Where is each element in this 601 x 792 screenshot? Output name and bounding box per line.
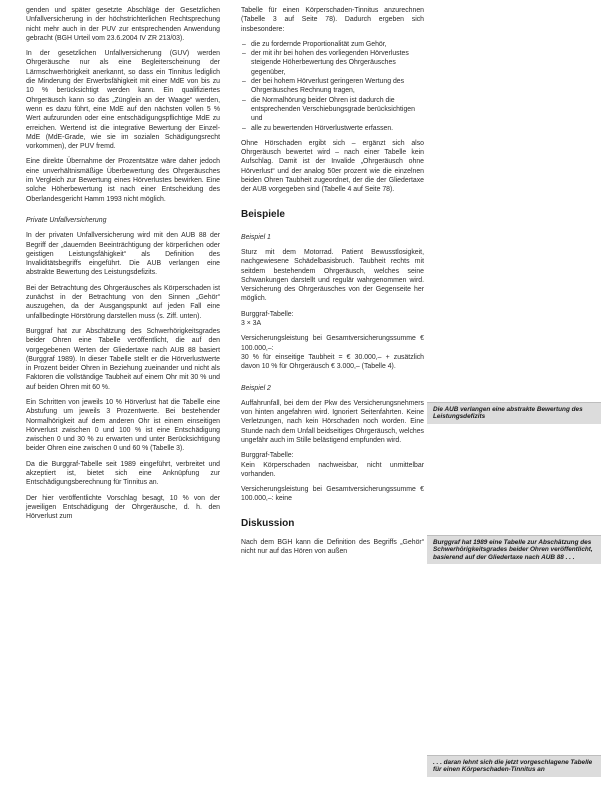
list-item: – die zu fordernde Proportionalität zum Gehör, bbox=[251, 40, 424, 49]
paragraph: In der gesetzlichen Unfallversicherung (GUV) werden Ohrgeräusche nur als eine Begleiterscheinung der Lärmschwerhörigkeit anerkannt, so dass ein Tinnitus lediglich die Minderung der Erwerbsfähigkeit mit einer MdE von bis zu 10 % berücksichtigt werden kann. Ein qualifiziertes Ohrgeräusch kann so das „Zünglein an der Waage“ werden, wenn es dazu führt, eine MdE auf den nächsten vollen 5 % Wert aufzurunden oder eine entschädigungspflichtige MdE zu erreichen. Wertend ist die integrative Bewertung der Einzel-MdE (MdE-Grade, wie sie im sozialen Schädigungsrecht vorkommen), der PUV fremd. bbox=[26, 50, 220, 151]
paragraph: Auffahrunfall, bei dem der Pkw des Versicherungsnehmers von hinten angefahren wird. Ignoriert Seitenfahrten. Keine Verletzungen, nach kein Hörschaden noch worden. Eine Stunde nach dem Unfall beidseitiges Ohrgeräusch, welches ungefähr auch im Stille belästigend empfunden wird. bbox=[241, 399, 424, 444]
list-item: – alle zu bewertenden Hörverlustwerte erfassen. bbox=[251, 124, 424, 133]
paragraph: Tabelle für einen Körperschaden-Tinnitus anzurechnen (Tabelle 3 auf Seite 78). Dadurch ergeben sich insbesondere: bbox=[241, 7, 424, 33]
example-1-label: Beispiel 1 bbox=[241, 233, 271, 241]
paragraph: Eine direkte Übernahme der Prozentsätze wäre daher jedoch eine unverhältnismäßige Überbewertung des Ohrgeräusches im Vergleich zur Bewertung eines Hörverlustes bewirken. Eine solche Höherbewertung ist nach einer Entscheidung des Oberlandesgericht Hamm 1993 nicht möglich. bbox=[26, 158, 220, 203]
example-2-label: Beispiel 2 bbox=[241, 384, 271, 392]
paragraph: Burggraf hat zur Abschätzung des Schwerhörigkeitsgrades beider Ohren eine Tabelle veröffentlicht, die auf den vorgegebenen Werten der Gliedertaxe nach AUB 88 basiert (Burggraf 1989). In dieser Tabelle stellt er die Hörverlustwerte in Prozent beider Ohren in Beziehung zueinander und nicht als Faktoren die vollständige Taubheit auf einem Ohr mit 30 % und auf beiden Ohren mit 60 %. bbox=[26, 327, 220, 391]
paragraph: Ohne Hörschaden ergibt sich – ergänzt sich also Ohrgeräusch bewertet wird – nach einer Tabelle kein Aufschlag. Damit ist der Invalide „Ohrgeräusch ohne Hörverlust“ und der analog 50er prozent wie die einzelnen beiden Ohren Taubheit zugeordnet, der die der Gliedertaxe der AUB vorgegeben sind (Tabelle 4 auf Seite 78). bbox=[241, 139, 424, 194]
section-heading-discussion: Diskussion bbox=[241, 517, 295, 529]
paragraph: Sturz mit dem Motorrad. Patient Bewusstlosigkeit, nachgewiesene Schädelbasisbruch. Taubheit rechts mit seitdem bestehendem Ohrgeräusch, welches seine Schwankungen darstellt und regulär wahrgenommen wird. Versicherung des Ohrgeräusches von der Gegenseite her möglich. bbox=[241, 248, 424, 303]
margin-note: Burggraf hat 1989 eine Tabelle zur Abschätzung des Schwerhörigkeitsgrades beider Ohren veröffentlicht, basierend auf der Gliedertaxe nach AUB 88 . . . bbox=[427, 535, 601, 564]
paragraph: 30 % für einseitige Taubheit = € 30.000,– + zusätzlich davon 10 % für Ohrgeräusch € 3.000,– (Tabelle 4). bbox=[241, 353, 424, 371]
paragraph: Versicherungsleistung bei Gesamtversicherungssumme € 100.000,–: bbox=[241, 335, 424, 352]
margin-note: . . . daran lehnt sich die jetzt vorgeschlagene Tabelle für einen Körperschaden-Tinnitus an bbox=[427, 755, 601, 777]
paragraph: Bei der Betrachtung des Ohrgeräusches als Körperschaden ist zunächst in der Betrachtung von den Sinnen „Gehör“ auszugehen, da der Ausgangspunkt auf jeden Fall eine unfallbedingte Hörstörung darstellen muss (s. Ziff. unten). bbox=[26, 284, 220, 320]
section-heading-examples: Beispiele bbox=[241, 208, 285, 220]
list-item: – der mit ihr bei hohen des vorliegenden Hörverlustes steigende Höherbewertung des Ohrgeräusches gegenüber, bbox=[251, 49, 424, 77]
burggraf-label: Burggraf-Tabelle: bbox=[241, 452, 294, 460]
paragraph: Kein Körperschaden nachweisbar, nicht unmittelbar vorhanden. bbox=[241, 461, 424, 478]
paragraph: genden und später gesetzte Abschläge der Gesetzlichen Unfallversicherung in der höchstrichterlichen Rechtsprechung nicht mehr auch in der PUV zur entsprechenden Anwendung gebracht (BGH Urteil vom 23.6.2004 IV ZR 213/03). bbox=[26, 7, 220, 42]
left-column bbox=[26, 6, 220, 528]
right-column bbox=[241, 6, 424, 562]
paragraph: Versicherungsleistung bei Gesamtversicherungssumme € 100.000,–: keine bbox=[241, 486, 424, 503]
margin-note: Die AUB verlangen eine abstrakte Bewertung des Leistungsdefizits bbox=[427, 402, 601, 424]
section-subheading: Private Unfallversicherung bbox=[26, 216, 107, 224]
list-item: – der bei hohem Hörverlust geringeren Wertung des Ohrgeräusches Rechnung tragen, bbox=[251, 77, 424, 96]
paragraph: Da die Burggraf-Tabelle seit 1989 eingeführt, verbreitet und akzeptiert ist, bietet sich eine Anknüpfung zur Entschädigungsberechnung für Tinnitus an. bbox=[26, 460, 220, 487]
bullet-list bbox=[241, 40, 424, 133]
paragraph: Der hier veröffentlichte Vorschlag besagt, 10 % von der jeweiligen Entschädigung der Ohrgeräusche, d. h. den Hörverlust zum bbox=[26, 494, 220, 521]
list-item: – die Normalhörung beider Ohren ist dadurch die entsprechenden Verschiebungsgrade berücksichtigen und bbox=[251, 96, 424, 124]
paragraph: Nach dem BGH kann die Definition des Begriffs „Gehör“ nicht nur auf das Hören von außen bbox=[241, 538, 424, 556]
burggraf-value: 3 × 3A bbox=[241, 320, 262, 328]
burggraf-label: Burggraf-Tabelle: bbox=[241, 310, 294, 318]
paragraph: Ein Schritten von jeweils 10 % Hörverlust hat die Tabelle eine Abstufung um jeweils 3 Prozentwerte. Bei bestehender Normalhörigkeit auf dem anderen Ohr ist einem einseitigen Hörverlust zwischen 0 und 100 % ist eine Entschädigung zwischen 0 und 30 % zu erwarten und unter Berücksichtigung beider Ohren eine zwischen 0 und 60 % (Tabelle 3). bbox=[26, 398, 220, 453]
paragraph: In der privaten Unfallversicherung wird mit den AUB 88 der Begriff der „dauernden Beeinträchtigung der körperlichen oder geistigen Leistungsfähigkeit“ als Definition des Invaliditätsbegriffs eingeführt. Die AUB verlangen eine abstrakte Bewertung des Leistungsdefizits. bbox=[26, 232, 220, 277]
